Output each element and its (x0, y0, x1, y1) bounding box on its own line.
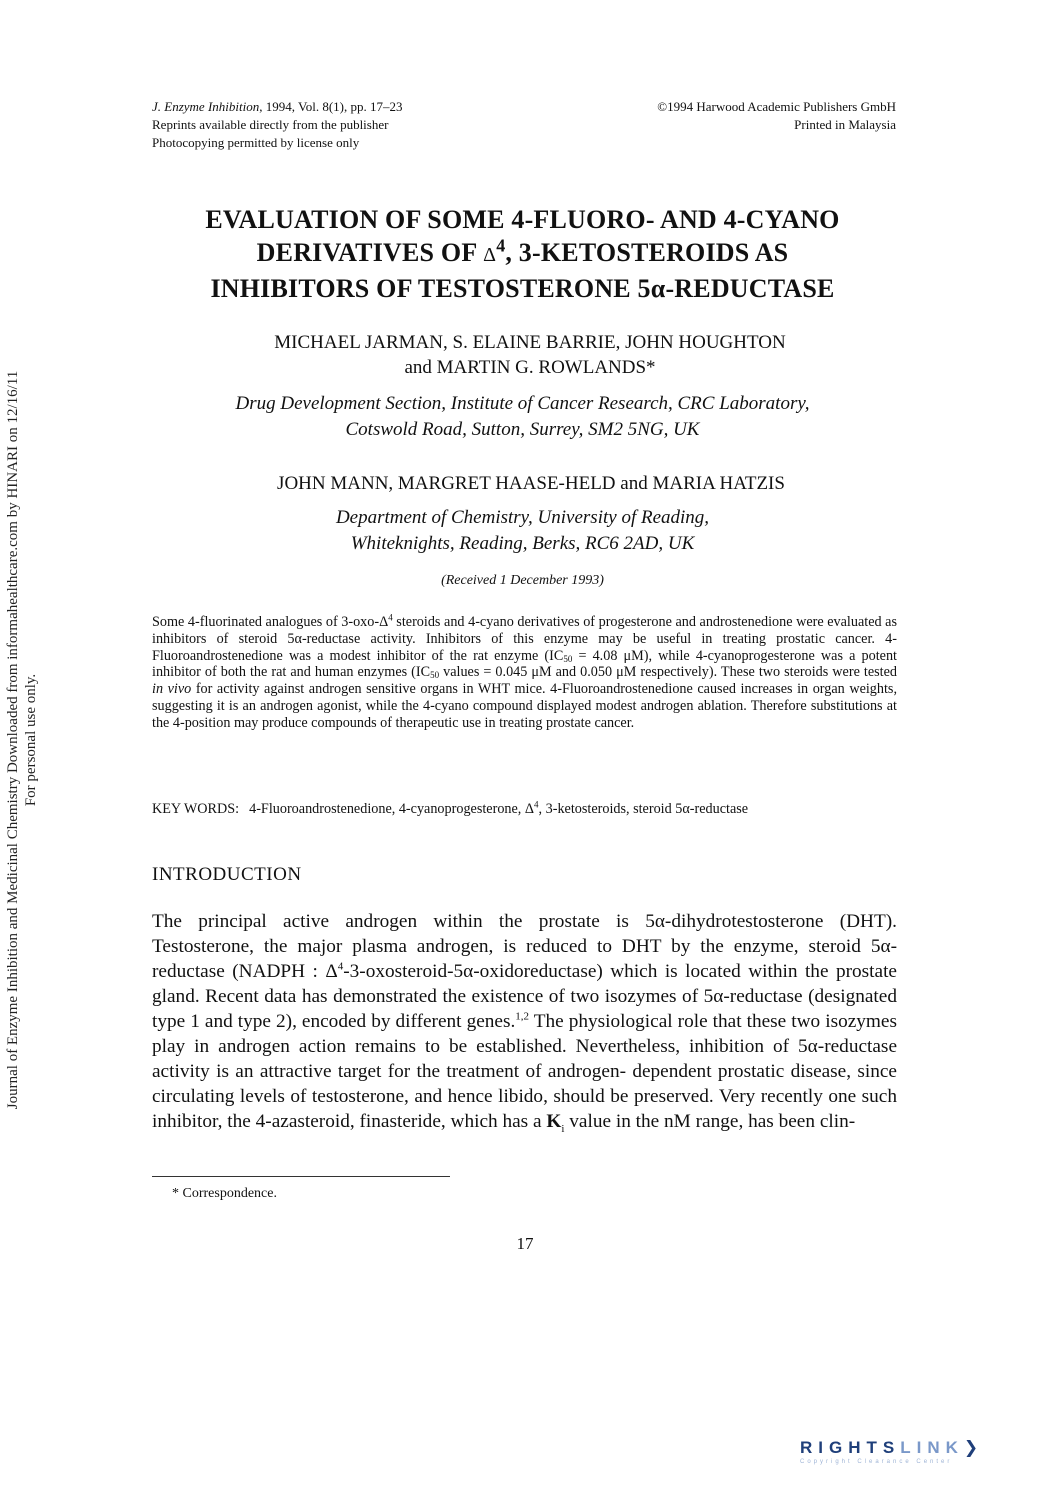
logo-dark-part: RIGHTS (800, 1438, 901, 1457)
watermark-line-2: For personal use only. (23, 673, 39, 807)
section-heading: INTRODUCTION (152, 864, 302, 885)
abstract-part-2: steroids and 4-cyano derivatives of progesterone and androstenedione were evaluated as inhibitors of steroid 5α-reductase activity. Inhibitors of this enzyme may be useful in treating prostatic cancer. 4-Fluoroandrostenedione was a modest inhibitor of the rat enzyme (IC (152, 614, 897, 664)
body-part-1: The principal active androgen within the prostate is 5α-dihydrotestosterone (DHT). Testosterone, the major plasma androgen, is reduced to DHT by the enzyme, steroid 5α-reductase (NADPH : Δ (152, 911, 897, 982)
author-list-1 (150, 330, 910, 380)
affiliation-1 (150, 391, 895, 443)
rightslink-logo[interactable] (800, 1438, 1030, 1472)
logo-arrow-icon: ❯ (963, 1438, 979, 1457)
footnote: * Correspondence. (172, 1186, 277, 1201)
received-date: (Received 1 December 1993) (441, 573, 604, 588)
logo-tagline: Copyright Clearance Center (800, 1459, 953, 1465)
keywords-part-1: 4-Fluoroandrostenedione, 4-cyanoprogesterone, Δ (249, 801, 535, 817)
journal-volume: , 1994, Vol. 8(1), pp. 17–23 (259, 99, 403, 114)
abstract-part-3: = 4.08 μM), while 4-cyanoprogesterone was a potent inhibitor of both the rat and human enzymes (IC (152, 647, 897, 681)
abstract-part-4: values = 0.045 μM and 0.050 μM respectively). These two steroids were tested (439, 664, 897, 681)
abstract-superscript: 4 (388, 612, 393, 623)
body-part-4: value in the nM range, has been clin- (564, 1111, 856, 1132)
affiliation-1-line-1: Drug Development Section, Institute of Cancer Research, CRC Laboratory, (235, 393, 810, 414)
ic50-subscript-2: 50 (430, 670, 440, 681)
reference-superscript: 1,2 (515, 1010, 530, 1023)
title-superscript: 4 (496, 235, 506, 256)
keywords-part-2: , 3-ketosteroids, steroid 5α-reductase (538, 801, 749, 817)
affiliation-1-line-2: Cotswold Road, Sutton, Surrey, SM2 5NG, UK (345, 419, 700, 440)
publisher-header (657, 98, 896, 134)
title-line-2 (150, 236, 895, 272)
copyright-line: ©1994 Harwood Academic Publishers GmbH (657, 99, 896, 114)
affiliation-2-line-1: Department of Chemistry, University of Reading, (335, 507, 710, 528)
page-number: 17 (516, 1234, 534, 1253)
body-part-2: -3-oxosteroid-5α-oxidoreductase) which is located within the prostate gland. Recent data has demonstrated the existence of two isozymes of 5α-reductase (designated type 1 and type 2), encoded by different genes. (152, 961, 897, 1032)
in-vivo-italic: in vivo (152, 681, 192, 698)
keywords (152, 801, 912, 818)
journal-citation (152, 98, 402, 116)
author-list-2: JOHN MANN, MARGRET HAASE-HELD and MARIA HATZIS (277, 473, 785, 494)
keywords-superscript: 4 (534, 799, 539, 810)
title-line-2-start: DERIVATIVES OF (256, 238, 484, 267)
abstract (152, 614, 897, 732)
keywords-label: KEY WORDS: (152, 801, 240, 817)
authors-1-line-2: and MARTIN G. ROWLANDS* (404, 357, 656, 378)
title-line-3: INHIBITORS OF TESTOSTERONE 5α-REDUCTASE (210, 274, 835, 303)
watermark-line-1: Journal of Enzyme Inhibition and Medicinal Chemistry Downloaded from informahealthcare.com by HINARI on 12/16/11 (5, 370, 21, 1110)
body-superscript-1: 4 (337, 960, 344, 973)
rightslink-wordmark (800, 1438, 1030, 1458)
photocopying-note: Photocopying permitted by license only (152, 135, 360, 150)
delta-symbol: Δ (483, 244, 497, 266)
footnote-rule (152, 1176, 450, 1177)
title-line-1: EVALUATION OF SOME 4-FLUORO- AND 4-CYANO (205, 205, 840, 234)
ki-subscript: i (561, 1122, 565, 1135)
ic50-subscript-1: 50 (563, 653, 573, 664)
abstract-part-1: Some 4-fluorinated analogues of 3-oxo-Δ (152, 614, 389, 630)
abstract-part-5: for activity against androgen sensitive organs in WHT mice. 4-Fluoroandrostenedione caused increases in organ weights, suggesting it is an androgen agonist, while the 4-cyano compound displayed modest androgen ablation. Therefore substitutions at the 4-position may produce compounds of therapeutic use in treating prostate cancer. (152, 681, 898, 731)
title-line-2-end: , 3-KETOSTEROIDS AS (505, 238, 789, 267)
reprints-note: Reprints available directly from the publisher (152, 117, 389, 132)
authors-1-line-1: MICHAEL JARMAN, S. ELAINE BARRIE, JOHN HOUGHTON (274, 332, 786, 353)
body-part-3: The physiological role that these two isozymes play in androgen action remains to be established. Nevertheless, inhibition of 5α-reductase activity is an attractive target for the treatment of androgen- dependent prostatic disease, since circulating levels of testosterone, and hence libido, should be preserved. Very recently one such inhibitor, the 4-azasteroid, finasteride, which has a (152, 1011, 897, 1132)
watermark-text (4, 320, 40, 1160)
printed-line: Printed in Malaysia (794, 117, 896, 132)
ki-symbol: K (546, 1111, 562, 1132)
journal-name: J. Enzyme Inhibition (152, 99, 260, 114)
affiliation-2 (150, 505, 895, 557)
side-watermark (0, 0, 70, 1500)
journal-header (152, 98, 402, 152)
affiliation-2-line-2: Whiteknights, Reading, Berks, RC6 2AD, UK (350, 533, 695, 554)
logo-light-part: LINK (900, 1438, 964, 1457)
paper-title (150, 203, 895, 305)
introduction-body (152, 909, 897, 1134)
